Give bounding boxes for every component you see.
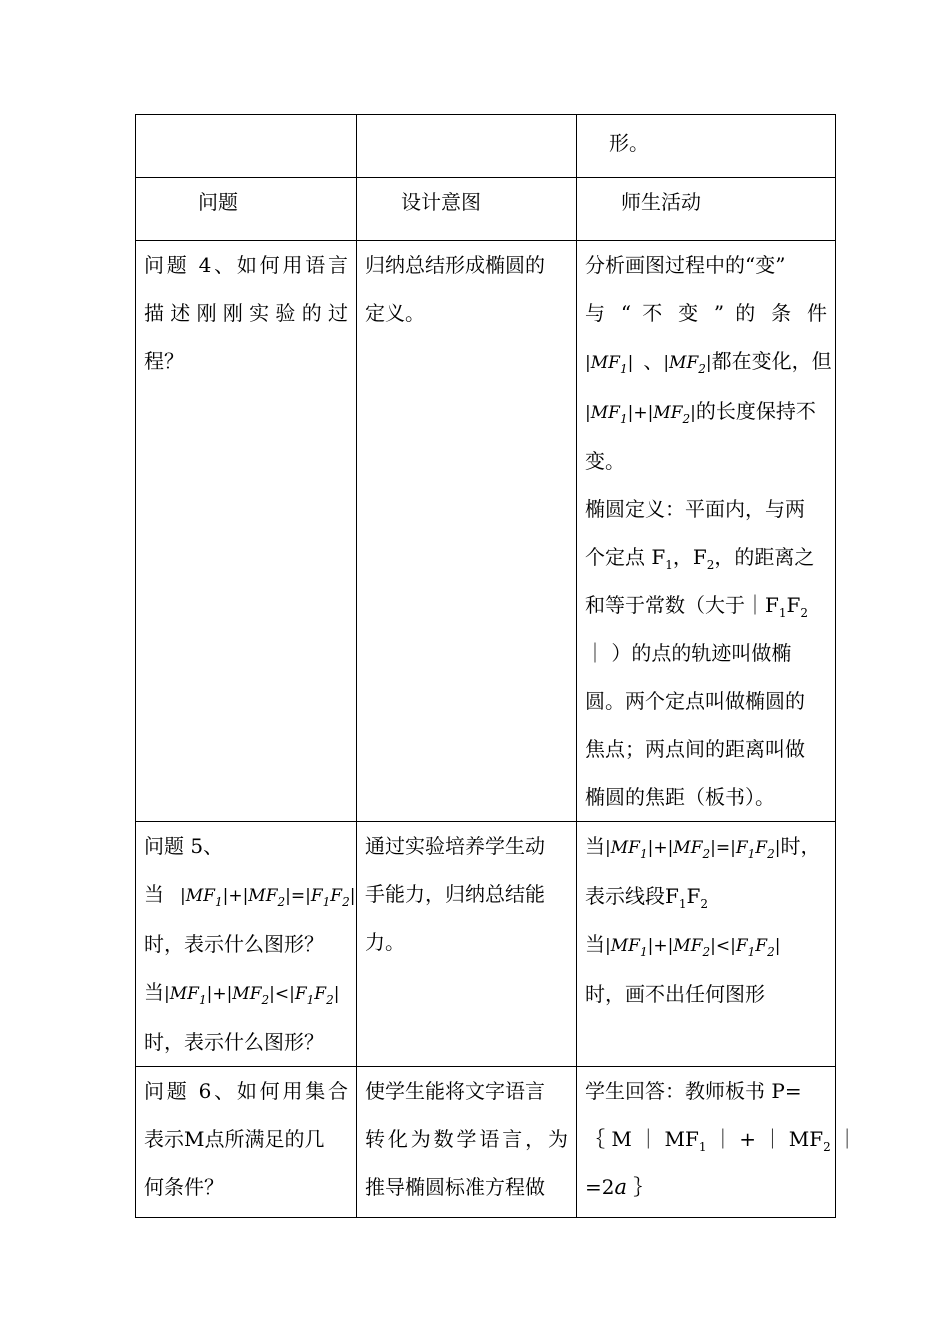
formula-line: $|MF_1|+|MF_2|$的长度保持不 [585, 399, 816, 426]
cell-activity-6: 学生回答：教师板书 P= ｛ M ｜ $MF_1$ ｜ + ｜ $MF_2$ ｜ =2a ｝ [577, 1067, 836, 1218]
header-design-intent: 设计意图 [357, 178, 577, 241]
table-header-row [136, 178, 836, 241]
formula-line: $|MF_1|$ 、$|MF_2|$都在变化，但 [585, 349, 832, 376]
table-row [136, 241, 836, 822]
cell-activity-4: 分析画图过程中的“变” 与 “ 不 变 ” 的 条 件 $|MF_1|$ 、$|MF_2|$都在变化，但 $|MF_1|+|MF_2|$的长度保持不 变。 椭圆定义：平面内，与两 个定点 $F_1$，$F_2$，的距离之 和等于常数（大于$|F_1F_2$ ｜ ）的点的轨迹叫做椭 圆。两个定点叫做椭圆的 焦点；两点间的距离叫做 椭圆的焦距（板书）。 [577, 241, 836, 822]
table-row [136, 115, 836, 178]
cell-intent-6: 使学生能将文字语言 转化为数学语言，为 推导椭圆标准方程做 [357, 1067, 577, 1218]
cell-empty [357, 115, 577, 178]
header-activity: 师生活动 [577, 178, 836, 241]
table-row [136, 1067, 836, 1218]
cell-continued-text: 形。 [577, 115, 836, 178]
cell-intent-5: 通过实验培养学生动 手能力，归纳总结能 力。 [357, 822, 577, 1067]
formula-line: 当$|MF_1|+|MF_2|<|F_1F_2|$ [144, 980, 340, 1007]
header-question: 问题 [136, 178, 357, 241]
cell-intent-4: 归纳总结形成椭圆的 定义。 [357, 241, 577, 822]
lesson-table [135, 114, 858, 1218]
cell-empty [136, 115, 357, 178]
formula-line: 当 $|MF_1|+|MF_2|=|F_1F_2|$ [144, 882, 356, 909]
formula-line: 当$|MF_1|+|MF_2|<|F_1F_2|$ [585, 932, 781, 959]
formula-line: 当$|MF_1|+|MF_2|=|F_1F_2|$时， [585, 834, 821, 861]
table-row [136, 822, 836, 1067]
cell-activity-5: 当$|MF_1|+|MF_2|=|F_1F_2|$时， 表示线段$F_1F_2$ 当$|MF_1|+|MF_2|<|F_1F_2|$ 时，画不出任何图形 [577, 822, 836, 1067]
cell-question-6: 问题 6、如何用集合 表示M点所满足的几 何条件？ [136, 1067, 357, 1218]
cell-question-5: 问题 5、 当 $|MF_1|+|MF_2|=|F_1F_2|$ 时，表示什么图形？ 当$|MF_1|+|MF_2|<|F_1F_2|$ 时，表示什么图形？ [136, 822, 357, 1067]
cell-question-4: 问题 4、如何用语言 描述刚刚实验的过 程？ [136, 241, 357, 822]
